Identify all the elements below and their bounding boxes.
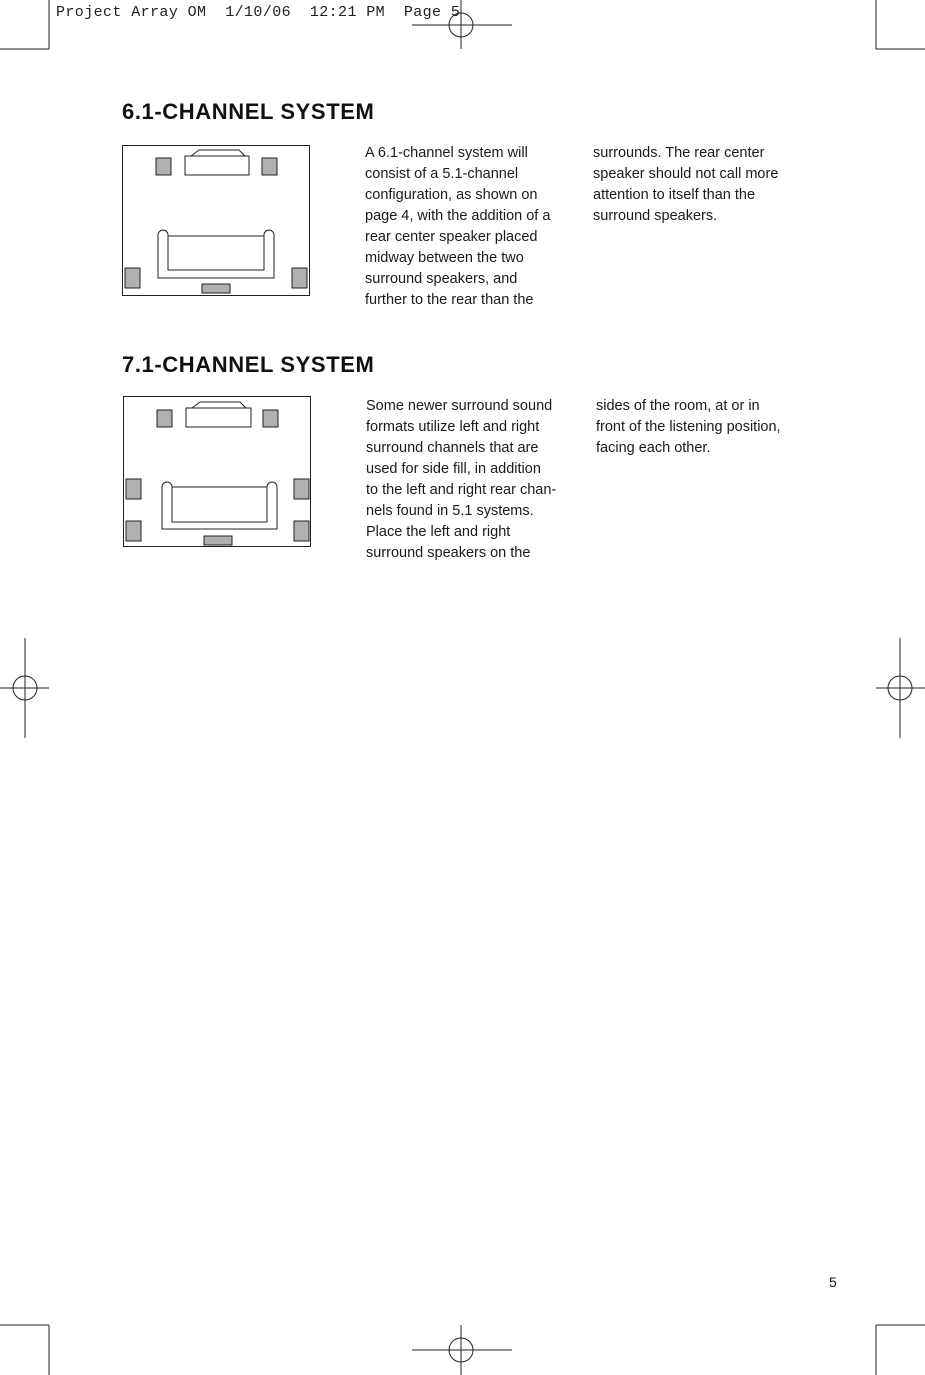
printer-slug-line: Project Array OM 1/10/06 12:21 PM Page 5	[56, 4, 461, 21]
rear-left-speaker	[126, 521, 141, 541]
registration-mark-top	[412, 0, 512, 49]
page-number: 5	[829, 1274, 837, 1290]
registration-mark-left	[0, 638, 49, 738]
rear-right-speaker	[294, 521, 309, 541]
registration-mark-bottom	[412, 1325, 512, 1375]
front-left-speaker	[157, 410, 172, 427]
sofa-seat	[168, 236, 264, 270]
surround-left-speaker	[125, 268, 140, 288]
section-7-1-text-col-2: sides of the room, at or in front of the listening position, facing each other.	[596, 398, 781, 456]
side-right-speaker	[294, 479, 309, 499]
front-right-speaker	[263, 410, 278, 427]
section-heading-7-1: 7.1-CHANNEL SYSTEM	[122, 352, 375, 377]
front-left-speaker	[156, 158, 171, 175]
diagram-7-1-channel	[123, 396, 312, 548]
tv-screen	[185, 156, 249, 175]
diagram-6-1-channel	[122, 145, 311, 297]
surround-right-speaker	[292, 268, 307, 288]
subwoofer-speaker	[204, 536, 232, 545]
front-right-speaker	[262, 158, 277, 175]
rear-center-speaker	[202, 284, 230, 293]
tv-screen	[186, 408, 251, 427]
sofa-seat	[172, 487, 267, 522]
section-6-1-text-col-1: A 6.1-channel system will consist of a 5.1-channel configuration, as shown on page 4, with the addition of a rear center speaker placed midway between the two surround speakers, and further to the rear than the	[365, 145, 551, 308]
registration-mark-right	[876, 638, 925, 738]
section-6-1-text-col-2: surrounds. The rear center speaker should not call more attention to itself than the surround speakers.	[593, 145, 779, 224]
section-heading-6-1: 6.1-CHANNEL SYSTEM	[122, 99, 375, 124]
side-left-speaker	[126, 479, 141, 499]
section-7-1-text-col-1: Some newer surround sound formats utilize left and right surround channels that are used for side fill, in addition to the left and right rear chan- nels found in 5.1 systems. Place the left and right surround speakers on the	[366, 398, 557, 561]
